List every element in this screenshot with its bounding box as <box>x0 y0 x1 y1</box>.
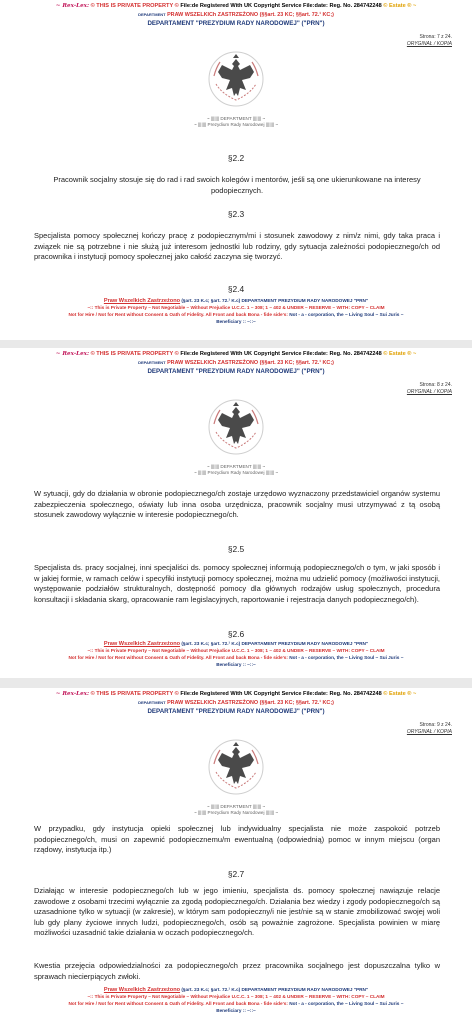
footer-line-2: ~:: This is Private Property – Not Negotiable – Without Prejudice U.C.C. 1 – 308; 1 – 402 & UNDER – RESERVE – WITH: COPY – CLAIM <box>87 994 385 999</box>
page-number: Strona: 9 z 24. <box>419 722 452 728</box>
original-copy-label: ORYGINAŁ / KOPIA <box>406 41 452 47</box>
document-page-9 <box>0 688 472 1024</box>
section-paragraph: W sytuacji, gdy do działania w obronie podopiecznego/ch zostaje urzędowo wyznaczony przedstawiciel organów systemu zabezpieczenia społecznego, oświaty lub inna osoba urzędnicza, pracownik socjalny musi utrzymywać z tą osobą stosunek zawodowy wyłącznie w interesie podopiecznego/ch. <box>34 489 440 520</box>
footer-line-3-red: Not for Hire / Not for Rent without Consent & Oath of Fidelity. All Front and back Bona - fide side's: <box>68 312 288 317</box>
footer-line-2: ~:: This is Private Property – Not Negotiable – Without Prejudice U.C.C. 1 – 308; 1 – 402 & UNDER – RESERVE – WITH: COPY – CLAIM <box>87 648 385 653</box>
emblem-caption-1: ~ ||||||| DEPARTMENT ||||||| ~ <box>206 804 266 809</box>
footer-line-3-red: Not for Hire / Not for Rent without Consent & Oath of Fidelity. All Front and back Bona - fide side's: <box>68 1001 288 1006</box>
section-paragraph: Kwestia przejęcia odpowiedzialności za podopiecznego/ch przez pracownika socjalnego jest dopuszczalna tylko w sprawach niecierpiących zwłoki. <box>34 961 440 981</box>
section-heading: §2.6 <box>227 629 245 639</box>
footer-line-3-blue: Not - a - corporation, the ~ Living Soul ~ Sui Juris ~ <box>289 312 404 317</box>
header-copyright-line <box>0 690 472 698</box>
rights-text: PRAW WSZELKICh ZASTRZEŻONO (§§art. 23 KC; §§art. 72.¹ KC;) <box>167 360 334 366</box>
header-copyright-line <box>0 2 472 10</box>
page-number: Strona: 8 z 24. <box>419 382 452 388</box>
estate-text: © Estate ® ~ <box>383 691 417 697</box>
emblem-caption-2: ~ ||||||| Prezydium Rady Narodowej ||||||| ~ <box>193 810 279 815</box>
footer-line-4: Beneficiary :: ~::~ <box>216 1008 256 1013</box>
page-number-block <box>407 722 452 736</box>
document-page-7 <box>0 0 472 340</box>
rights-small-text: DEPARTMENT <box>138 700 166 705</box>
registration-text: File:de Registered With UK Copyright Service File:date: Reg. No. 284742248 <box>180 3 382 9</box>
footer-line-3 <box>0 654 472 661</box>
copyright-text: © THIS IS PRIVATE PROPERTY © <box>90 351 179 357</box>
document-page-8 <box>0 348 472 678</box>
section-heading: §2.2 <box>227 153 245 163</box>
section-heading: §2.4 <box>227 284 245 294</box>
eagle-emblem-icon <box>206 50 266 108</box>
header-rights-line <box>0 11 472 19</box>
footer-line-3-blue: Not - a - corporation, the ~ Living Soul ~ Sui Juris ~ <box>289 655 404 660</box>
emblem-caption-1: ~ ||||||| DEPARTMENT ||||||| ~ <box>206 116 266 121</box>
section-paragraph: W przypadku, gdy instytucja opieki społecznej lub indywidualny specjalista nie może zaspokoić potrzeb podopiecznego/ch, musi on zapewnić podopiecznemu/m ewentualną (odpowiednią) pomoc w innym miejscu (organ rządowy, instytucja itp.) <box>34 824 440 855</box>
footer-rights-rest: (§art. 23 K.c; §art. 72.¹ K.c) DEPARTAMENT PREZYDIUM RADY NARODOWEJ "PRN" <box>181 987 369 992</box>
section-paragraph: Działając w interesie podopiecznego/ch lub w jego imieniu, specjalista ds. pomocy społecznej nawiązuje relacje zawodowe z osobami trzecimi wyłącznie za zgodą podopiecznego/ch. Działania bez wiedzy i zgody podopiecznego/ch są uzasadnione tylko w sytuacji (w zakresie), w którym sam podopieczny/i nie jest/nie są w stanie zmobilizować swojej woli lub gdy plany życiowe innych ludzi, podopiecznego/ch, osób są poważnie zagrożone. Specjalista powinien w miarę możliwości uzasadnić takie działania w oczach podopiecznego/ch. <box>34 886 440 938</box>
page-number: Strona: 7 z 24. <box>419 34 452 40</box>
footer-rights-rest: (§art. 23 K.c; §art. 72.¹ K.c) DEPARTAMENT PREZYDIUM RADY NARODOWEJ "PRN" <box>181 641 369 646</box>
brand-text: ~ Rex-Lex: <box>55 691 90 697</box>
emblem-caption-2: ~ ||||||| Prezydium Rady Narodowej ||||||| ~ <box>193 122 279 127</box>
estate-text: © Estate ® ~ <box>383 3 417 9</box>
page-number-block <box>407 382 452 396</box>
section-paragraph: Pracownik socjalny stosuje się do rad i rad swoich kolegów i mentorów, jeśli są one ukierunkowane na interesy podopiecznych. <box>53 175 421 195</box>
footer-line-3 <box>0 1000 472 1007</box>
footer-line-4: Beneficiary :: ~::~ <box>216 319 256 324</box>
section-heading: §2.5 <box>227 544 245 554</box>
section-paragraph: Specjalista pomocy społecznej kończy pracę z podopiecznym/mi i stosunek zawodowy z nim/z nimi, gdy taka praca i związek nie są potrzebne i nie służą już interesom jednostki lub rodziny, gdy sytuacja zależności podopiecznego/ch od pracownika i instytucji pomocy społecznej jako całość zaczyna się tworzyć. <box>34 231 440 262</box>
header-rights-line <box>0 359 472 367</box>
original-copy-label: ORYGINAŁ / KOPIA <box>406 729 452 735</box>
header-department: DEPARTAMENT "PREZYDIUM RADY NARODOWEJ" ("PRN") <box>147 708 325 715</box>
page-number-block <box>407 34 452 48</box>
estate-text: © Estate ® ~ <box>383 351 417 357</box>
header-department: DEPARTAMENT "PREZYDIUM RADY NARODOWEJ" ("PRN") <box>147 368 325 375</box>
header-rights-line <box>0 699 472 707</box>
emblem-caption-1: ~ ||||||| DEPARTMENT ||||||| ~ <box>206 464 266 469</box>
footer-line-3-blue: Not - a - corporation, the ~ Living Soul ~ Sui Juris ~ <box>289 1001 404 1006</box>
registration-text: File:de Registered With UK Copyright Service File:date: Reg. No. 284742248 <box>180 351 382 357</box>
section-heading: §2.3 <box>227 209 245 219</box>
header-copyright-line <box>0 350 472 358</box>
eagle-emblem-icon <box>206 398 266 456</box>
copyright-text: © THIS IS PRIVATE PROPERTY © <box>90 691 179 697</box>
footer-line-3 <box>0 311 472 318</box>
brand-text: ~ Rex-Lex: <box>55 351 90 357</box>
section-paragraph: Specjalista ds. pracy socjalnej, inni specjaliści ds. pomocy społecznej informują podopiecznego/ch o tym, w jaki sposób i w jakiej formie, w ramach celów i specyfiki instytucji pomocy społecznej, można mu udzielić pomocy (możliwości instytucji, występowanie podziałów strukturalnych, dostępność pomocy dla głównych rodzajów usług społecznych, procedura konsultacji i składania skarg, opracowanie ram legislacyjnych, raportowanie i rejestracja danych podopiecznego/ch). <box>34 563 440 604</box>
original-copy-label: ORYGINAŁ / KOPIA <box>406 389 452 395</box>
rights-small-text: DEPARTMENT <box>138 360 166 365</box>
brand-text: ~ Rex-Lex: <box>55 3 90 9</box>
rights-small-text: DEPARTMENT <box>138 12 166 17</box>
rights-text: PRAW WSZELKICh ZASTRZEŻONO (§§art. 23 KC; §§art. 72.¹ KC;) <box>167 12 334 18</box>
emblem-caption-2: ~ ||||||| Prezydium Rady Narodowej ||||||| ~ <box>193 470 279 475</box>
header-department: DEPARTAMENT "PREZYDIUM RADY NARODOWEJ" ("PRN") <box>147 20 325 27</box>
footer-rights-label: Praw Wszelkich Zastrzeżono <box>103 298 181 304</box>
footer-line-2: ~:: This is Private Property – Not Negotiable – Without Prejudice U.C.C. 1 – 308; 1 – 402 & UNDER – RESERVE – WITH: COPY – CLAIM <box>87 305 385 310</box>
footer-rights-label: Praw Wszelkich Zastrzeżono <box>103 641 181 647</box>
rights-text: PRAW WSZELKICh ZASTRZEŻONO (§§art. 23 KC; §§art. 72.¹ KC;) <box>167 700 334 706</box>
footer-rights-label: Praw Wszelkich Zastrzeżono <box>103 987 181 993</box>
footer-line-4: Beneficiary :: ~::~ <box>216 662 256 667</box>
footer-line-3-red: Not for Hire / Not for Rent without Consent & Oath of Fidelity. All Front and back Bona - fide side's: <box>68 655 288 660</box>
eagle-emblem-icon <box>206 738 266 796</box>
section-heading: §2.7 <box>227 869 245 879</box>
footer-rights-rest: (§art. 23 K.c; §art. 72.¹ K.c) DEPARTAMENT PREZYDIUM RADY NARODOWEJ "PRN" <box>181 298 369 303</box>
copyright-text: © THIS IS PRIVATE PROPERTY © <box>90 3 179 9</box>
registration-text: File:de Registered With UK Copyright Service File:date: Reg. No. 284742248 <box>180 691 382 697</box>
